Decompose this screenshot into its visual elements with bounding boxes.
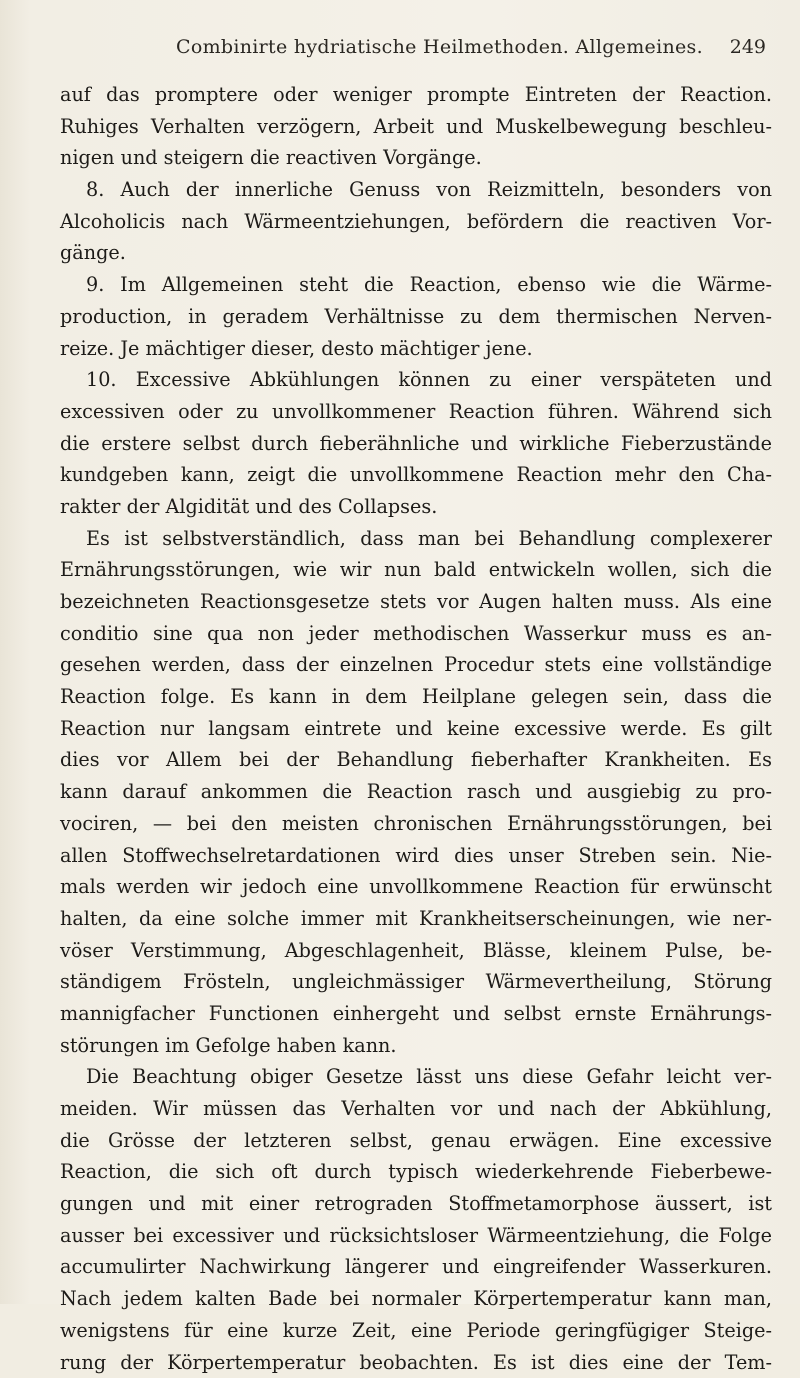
text-line: gungen und mit einer retrograden Stoffmetamorphose äussert, ist (60, 1188, 772, 1220)
text-line: allen Stoffwechselretardationen wird dies unser Streben sein. Nie- (60, 840, 772, 872)
text-line: Ernährungsstörungen, wie wir nun bald entwickeln wollen, sich die (60, 554, 772, 586)
text-line: Alcoholicis nach Wärmeentziehungen, befördern die reactiven Vor- (60, 206, 772, 238)
text-line: mals werden wir jedoch eine unvollkommene Reaction für erwünscht (60, 871, 772, 903)
text-line: kundgeben kann, zeigt die unvollkommene Reaction mehr den Cha- (60, 459, 772, 491)
text-line: 9. Im Allgemeinen steht die Reaction, ebenso wie die Wärme- (60, 269, 772, 301)
text-line: kann darauf ankommen die Reaction rasch und ausgiebig zu pro- (60, 776, 772, 808)
text-line: ständigem Frösteln, ungleichmässiger Wärmevertheilung, Störung (60, 966, 772, 998)
text-line: conditio sine qua non jeder methodischen Wasserkur muss es an- (60, 618, 772, 650)
text-line: halten, da eine solche immer mit Krankheitserscheinungen, wie ner- (60, 903, 772, 935)
text-line: Es ist selbstverständlich, dass man bei Behandlung complexerer (60, 523, 772, 555)
text-line: 8. Auch der innerliche Genuss von Reizmitteln, besonders von (60, 174, 772, 206)
text-line: excessiven oder zu unvollkommener Reaction führen. Während sich (60, 396, 772, 428)
text-line: wenigstens für eine kurze Zeit, eine Periode geringfügiger Steige- (60, 1315, 772, 1347)
page-number: 249 (730, 36, 766, 58)
text-line: mannigfacher Functionen einhergeht und selbst ernste Ernährungs- (60, 998, 772, 1030)
text-line: Die Beachtung obiger Gesetze lässt uns diese Gefahr leicht ver- (60, 1061, 772, 1093)
page-header (60, 36, 770, 70)
text-line: rakter der Algidität und des Collapses. (60, 491, 772, 523)
text-line: vociren, — bei den meisten chronischen Ernährungsstörungen, bei (60, 808, 772, 840)
text-line: production, in geradem Verhältnisse zu dem thermischen Nerven- (60, 301, 772, 333)
text-line: die erstere selbst durch fieberähnliche und wirkliche Fieberzustände (60, 428, 772, 460)
text-line: reize. Je mächtiger dieser, desto mächtiger jene. (60, 333, 772, 365)
text-line: Reaction, die sich oft durch typisch wiederkehrende Fieberbewe- (60, 1156, 772, 1188)
text-line: störungen im Gefolge haben kann. (60, 1030, 772, 1062)
text-line: Reaction folge. Es kann in dem Heilplane gelegen sein, dass die (60, 681, 772, 713)
text-line: accumulirter Nachwirkung längerer und eingreifender Wasserkuren. (60, 1251, 772, 1283)
text-line: Nach jedem kalten Bade bei normaler Körpertemperatur kann man, (60, 1283, 772, 1315)
text-line: rung der Körpertemperatur beobachten. Es ist dies eine der Tem- (60, 1347, 772, 1378)
text-line: bezeichneten Reactionsgesetze stets vor Augen halten muss. Als eine (60, 586, 772, 618)
text-line: gänge. (60, 237, 772, 269)
running-head: Combinirte hydriatische Heilmethoden. Allgemeines. (176, 36, 703, 58)
text-line: nigen und steigern die reactiven Vorgänge. (60, 142, 772, 174)
text-line: 10. Excessive Abkühlungen können zu einer verspäteten und (60, 364, 772, 396)
text-line: Reaction nur langsam eintrete und keine excessive werde. Es gilt (60, 713, 772, 745)
text-line: Ruhiges Verhalten verzögern, Arbeit und Muskelbewegung beschleu- (60, 111, 772, 143)
body-text (60, 79, 772, 1378)
text-line: dies vor Allem bei der Behandlung fieberhafter Krankheiten. Es (60, 744, 772, 776)
text-line: gesehen werden, dass der einzelnen Procedur stets eine vollständige (60, 649, 772, 681)
text-line: ausser bei excessiver und rücksichtsloser Wärmeentziehung, die Folge (60, 1220, 772, 1252)
text-line: meiden. Wir müssen das Verhalten vor und nach der Abkühlung, (60, 1093, 772, 1125)
text-line: auf das promptere oder weniger prompte Eintreten der Reaction. (60, 79, 772, 111)
text-line: die Grösse der letzteren selbst, genau erwägen. Eine excessive (60, 1125, 772, 1157)
text-line: vöser Verstimmung, Abgeschlagenheit, Blässe, kleinem Pulse, be- (60, 935, 772, 967)
